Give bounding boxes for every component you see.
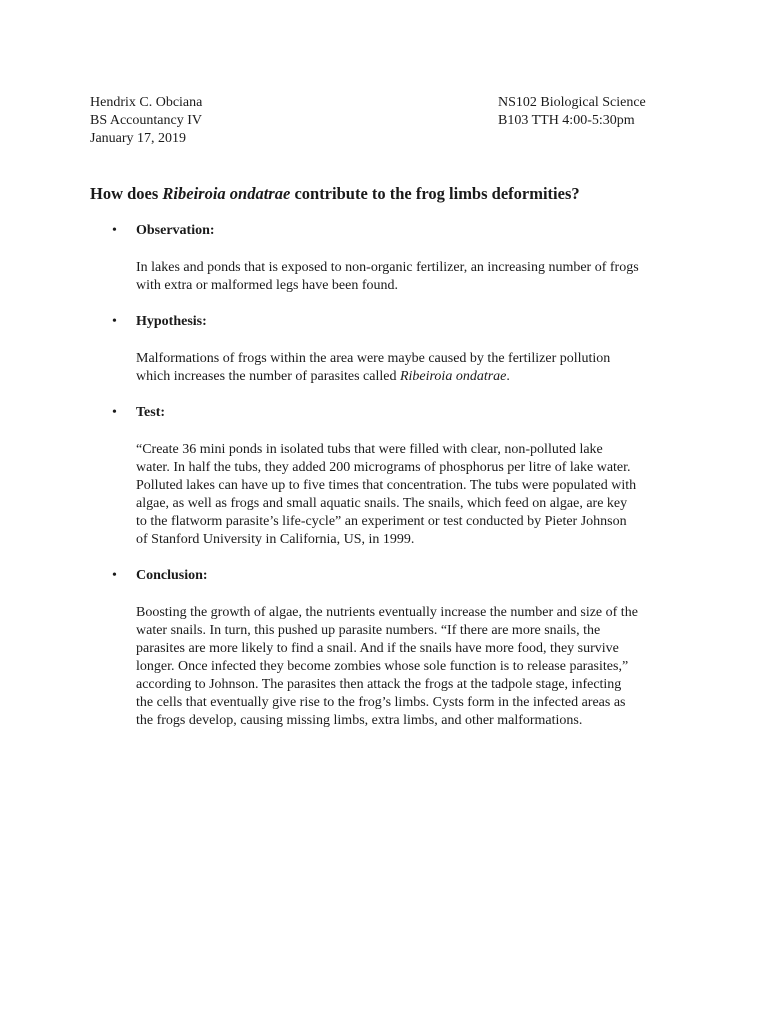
title-prefix: How does bbox=[90, 184, 163, 203]
document-title bbox=[90, 184, 690, 204]
title-suffix: contribute to the frog limbs deformities? bbox=[290, 184, 580, 203]
document-date: January 17, 2019 bbox=[90, 131, 187, 146]
line-prefix: which increases the number of parasites called bbox=[136, 369, 400, 384]
section-paragraph bbox=[136, 350, 676, 386]
bullet-icon: • bbox=[112, 568, 117, 583]
paragraph-line: longer. Once infected they become zombies whose sole function is to release parasites,” bbox=[136, 659, 629, 674]
paragraph-line: to the flatworm parasite’s life-cycle” an experiment or test conducted by Pieter Johnson bbox=[136, 514, 627, 529]
section-label: Observation: bbox=[136, 223, 215, 238]
section-hypothesis bbox=[90, 313, 690, 386]
paragraph-line: with extra or malformed legs have been found. bbox=[136, 278, 399, 293]
section-heading bbox=[90, 567, 690, 585]
course-schedule: B103 TTH 4:00-5:30pm bbox=[498, 113, 635, 128]
paragraph-line: parasites are more likely to find a snail. And if the snails have more food, they survive bbox=[136, 641, 619, 656]
title-species: Ribeiroia ondatrae bbox=[162, 184, 291, 203]
paragraph-line: of Stanford University in California, US, in 1999. bbox=[136, 532, 415, 547]
paragraph-line: according to Johnson. The parasites then attack the frogs at the tadpole stage, infecting bbox=[136, 677, 622, 692]
section-heading bbox=[90, 313, 690, 331]
course-info bbox=[498, 94, 698, 130]
section-paragraph bbox=[136, 441, 676, 549]
paragraph-line: “Create 36 mini ponds in isolated tubs that were filled with clear, non-polluted lake bbox=[136, 442, 603, 457]
student-name: Hendrix C. Obciana bbox=[90, 95, 203, 110]
species-name: Ribeiroia ondatrae bbox=[399, 369, 507, 384]
paragraph-line: Malformations of frogs within the area were maybe caused by the fertilizer pollution bbox=[136, 351, 611, 366]
paragraph-line: water. In half the tubs, they added 200 micrograms of phosphorus per litre of lake water. bbox=[136, 460, 631, 475]
course-name: NS102 Biological Science bbox=[498, 95, 646, 110]
section-heading bbox=[90, 222, 690, 240]
bullet-icon: • bbox=[112, 223, 117, 238]
paragraph-line: algae, as well as frogs and small aquatic snails. The snails, which feed on algae, are key bbox=[136, 496, 628, 511]
section-label: Hypothesis: bbox=[136, 314, 207, 329]
bullet-icon: • bbox=[112, 314, 117, 329]
section-observation bbox=[90, 222, 690, 295]
section-conclusion bbox=[90, 567, 690, 730]
section-label: Conclusion: bbox=[136, 568, 208, 583]
student-program: BS Accountancy IV bbox=[90, 113, 202, 128]
paragraph-line: Boosting the growth of algae, the nutrients eventually increase the number and size of the bbox=[136, 605, 638, 620]
paragraph-line: the frogs develop, causing missing limbs, extra limbs, and other malformations. bbox=[136, 713, 583, 728]
section-heading bbox=[90, 404, 690, 422]
section-paragraph bbox=[136, 259, 676, 295]
bullet-icon: • bbox=[112, 405, 117, 420]
paragraph-line: In lakes and ponds that is exposed to non-organic fertilizer, an increasing number of frogs bbox=[136, 260, 639, 275]
student-info bbox=[90, 94, 410, 148]
paragraph-line: water snails. In turn, this pushed up parasite numbers. “If there are more snails, the bbox=[136, 623, 601, 638]
paragraph-line: the cells that eventually give rise to the frog’s limbs. Cysts form in the infected areas as bbox=[136, 695, 626, 710]
section-test bbox=[90, 404, 690, 549]
line-suffix: . bbox=[506, 369, 510, 384]
paragraph-line bbox=[136, 368, 676, 386]
section-label: Test: bbox=[136, 405, 166, 420]
paragraph-line: Polluted lakes can have up to five times that concentration. The tubs were populated with bbox=[136, 478, 637, 493]
section-paragraph bbox=[136, 604, 676, 730]
